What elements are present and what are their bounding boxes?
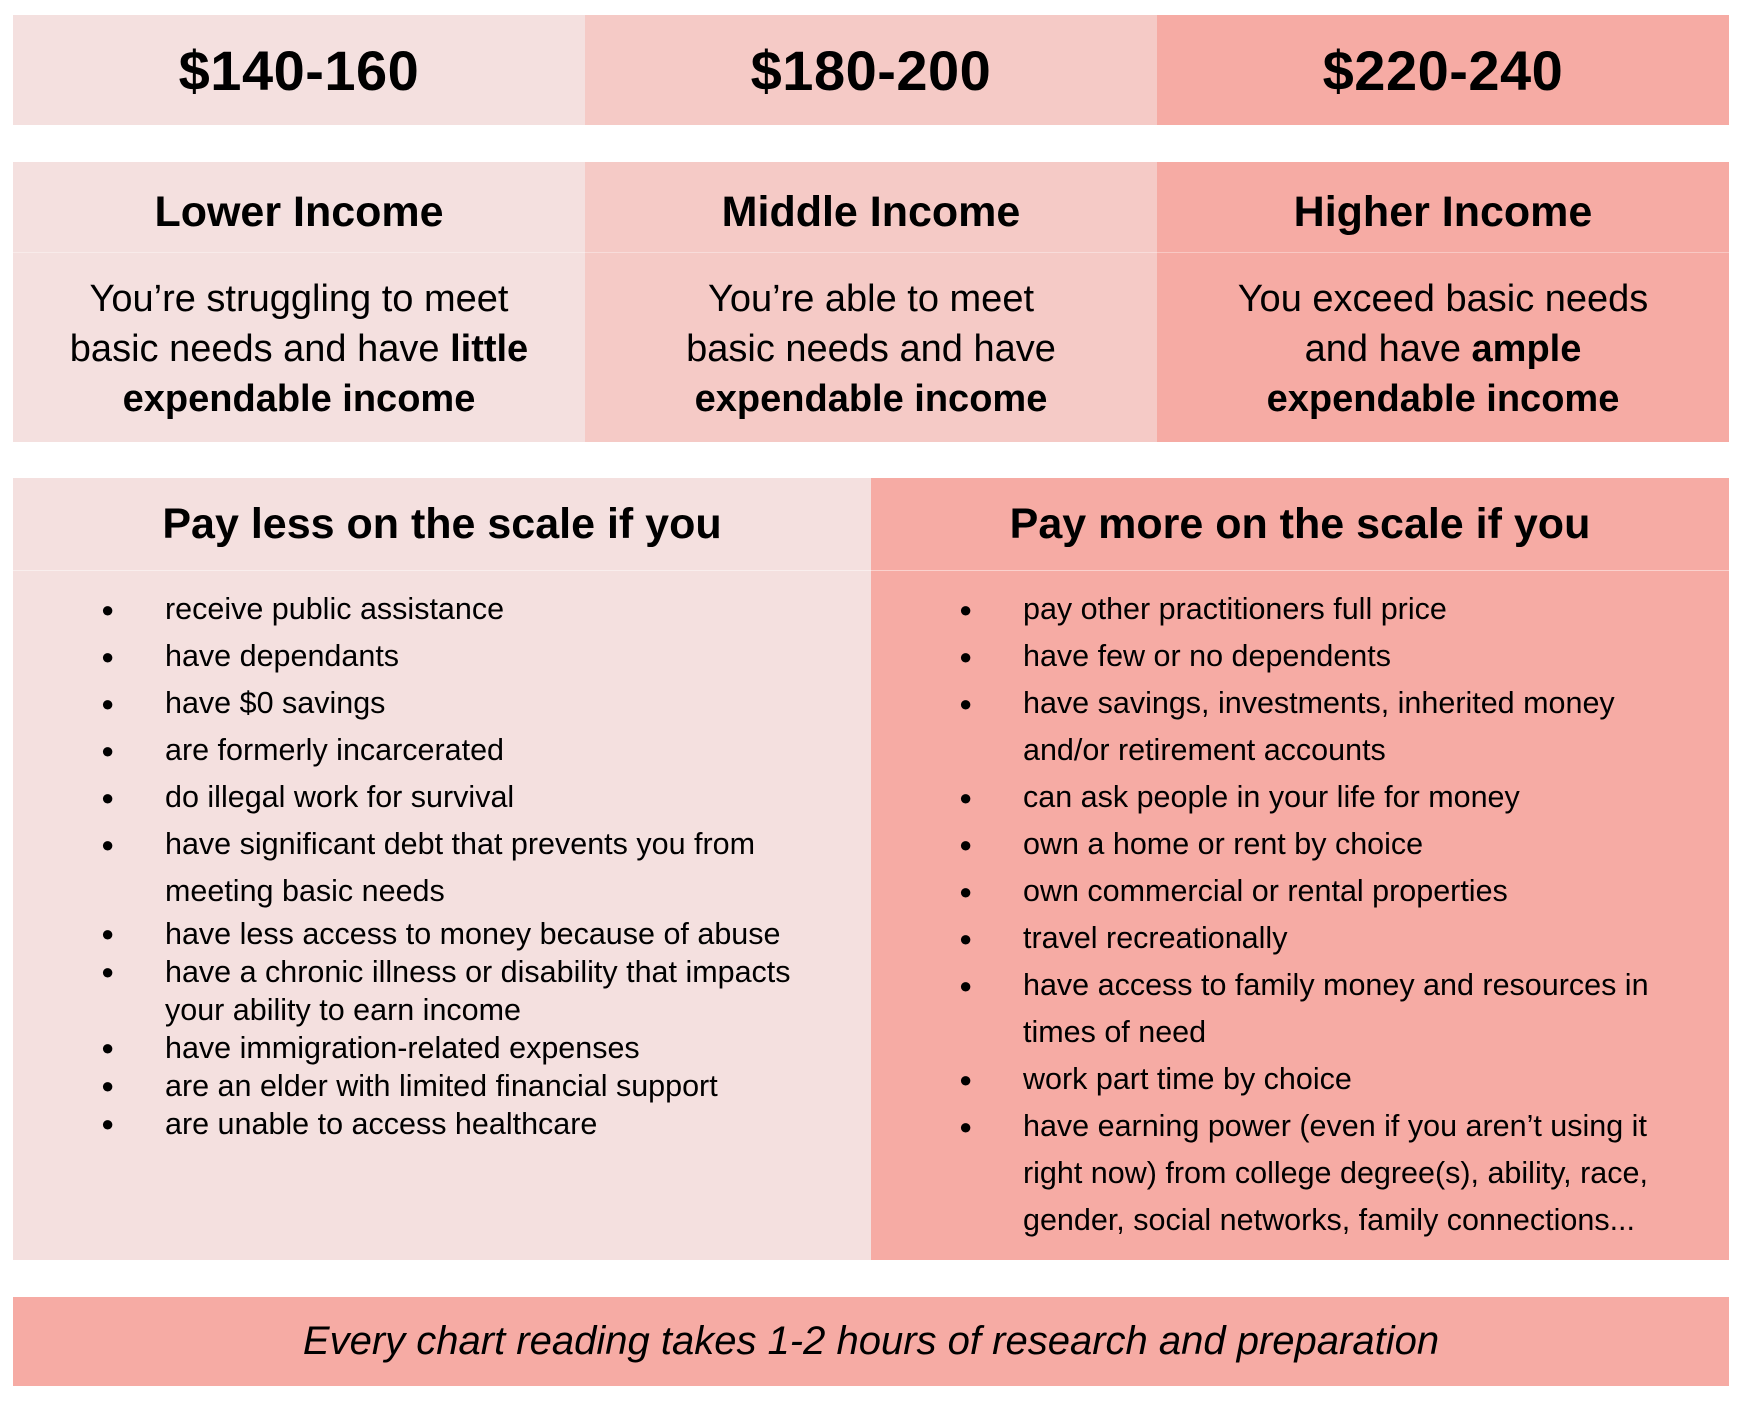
emphasis-text: expendable income	[1266, 378, 1620, 420]
list-item-text: ● have significant debt that prevents you from	[165, 827, 755, 861]
emphasis-text: expendable income	[122, 378, 476, 420]
description-line	[605, 274, 1137, 324]
list-item-text: right now) from college degree(s), ability, race,	[1023, 1156, 1648, 1190]
pay-less-title: Pay less on the scale if you	[162, 500, 722, 548]
list-item	[165, 1105, 861, 1143]
description-line	[1177, 274, 1709, 324]
list-item	[1023, 915, 1719, 962]
list-item	[1023, 633, 1719, 680]
list-item-text: ● have savings, investments, inherited money	[1023, 686, 1615, 720]
description-text: and have	[1304, 328, 1472, 370]
list-item-text: and/or retirement accounts	[1023, 733, 1386, 767]
list-item	[1023, 962, 1719, 1056]
list-item-text: gender, social networks, family connections...	[1023, 1203, 1635, 1237]
pay-more-panel	[871, 478, 1729, 1260]
list-item-text: ● have less access to money because of abuse	[165, 917, 781, 951]
list-item-text: ● have earning power (even if you aren’t using it	[1023, 1109, 1647, 1143]
description-line	[605, 374, 1137, 424]
price-tier-lower: $140-160	[13, 15, 585, 125]
list-item	[165, 774, 861, 821]
list-item-text: ● do illegal work for survival	[165, 780, 515, 814]
list-item-text: ● can ask people in your life for money	[1023, 780, 1520, 814]
list-item	[165, 680, 861, 727]
income-middle	[585, 162, 1157, 442]
pay-less-panel	[13, 478, 871, 1260]
list-item-text: ● are formerly incarcerated	[165, 733, 505, 767]
list-item-text: ● have access to family money and resources in	[1023, 968, 1649, 1002]
divider	[871, 570, 1729, 571]
list-item-text: your ability to earn income	[165, 993, 522, 1027]
list-item	[165, 915, 861, 953]
description-text: You exceed basic needs	[1237, 278, 1649, 320]
description-line	[1177, 324, 1709, 374]
list-item-text: ● pay other practitioners full price	[1023, 592, 1447, 626]
list-item	[1023, 821, 1719, 868]
pay-less-list	[165, 586, 861, 1143]
description-line	[1177, 374, 1709, 424]
list-item-text: ● have $0 savings	[165, 686, 386, 720]
list-item	[165, 821, 861, 915]
income-title: Higher Income	[1293, 188, 1593, 236]
divider	[13, 570, 871, 571]
income-description	[33, 274, 565, 424]
income-higher	[1157, 162, 1729, 442]
list-item	[1023, 1103, 1719, 1244]
pay-more-title: Pay more on the scale if you	[1009, 500, 1591, 548]
list-item	[1023, 1056, 1719, 1103]
pay-more-list	[1023, 586, 1719, 1244]
list-item-text: ● are unable to access healthcare	[165, 1107, 598, 1141]
list-item-text: ● work part time by choice	[1023, 1062, 1352, 1096]
list-item	[165, 727, 861, 774]
list-item-text: ● have dependants	[165, 639, 400, 673]
list-item	[165, 586, 861, 633]
description-text: You’re struggling to meet	[89, 278, 509, 320]
description-line	[605, 324, 1137, 374]
price-tier-middle: $180-200	[585, 15, 1157, 125]
list-item	[165, 633, 861, 680]
income-lower	[13, 162, 585, 442]
list-item-text: ● own a home or rent by choice	[1023, 827, 1424, 861]
description-text: basic needs and have	[69, 328, 451, 370]
divider	[13, 252, 585, 253]
emphasis-text: ample	[1471, 328, 1582, 370]
description-line	[33, 324, 565, 374]
list-item	[1023, 774, 1719, 821]
list-item-text: ● receive public assistance	[165, 592, 505, 626]
list-item-text: ● are an elder with limited financial support	[165, 1069, 718, 1103]
description-line	[33, 374, 565, 424]
divider	[1157, 252, 1729, 253]
income-title: Middle Income	[721, 188, 1021, 236]
price-row	[13, 15, 1729, 125]
price-tier-higher: $220-240	[1157, 15, 1729, 125]
list-item-text: ● own commercial or rental properties	[1023, 874, 1508, 908]
list-item-text: ● travel recreationally	[1023, 921, 1288, 955]
list-item-text: ● have few or no dependents	[1023, 639, 1391, 673]
income-title: Lower Income	[154, 188, 444, 236]
list-item-text: ● have immigration-related expenses	[165, 1031, 640, 1065]
emphasis-text: little	[450, 328, 529, 370]
list-item-text: meeting basic needs	[165, 874, 445, 908]
list-item-text: times of need	[1023, 1015, 1207, 1049]
income-description	[1177, 274, 1709, 424]
list-item	[1023, 586, 1719, 633]
list-item	[165, 1029, 861, 1067]
list-item	[165, 953, 861, 1029]
emphasis-text: expendable income	[694, 378, 1048, 420]
description-line	[33, 274, 565, 324]
divider	[585, 252, 1157, 253]
description-text: basic needs and have	[686, 328, 1056, 370]
description-text: You’re able to meet	[707, 278, 1035, 320]
footer-note: Every chart reading takes 1-2 hours of research and preparation	[13, 1297, 1729, 1386]
list-item	[1023, 868, 1719, 915]
scale-row	[13, 478, 1729, 1260]
list-item-text: ● have a chronic illness or disability that impacts	[165, 955, 791, 989]
income-description	[605, 274, 1137, 424]
income-row	[13, 162, 1729, 442]
list-item	[1023, 680, 1719, 774]
list-item	[165, 1067, 861, 1105]
